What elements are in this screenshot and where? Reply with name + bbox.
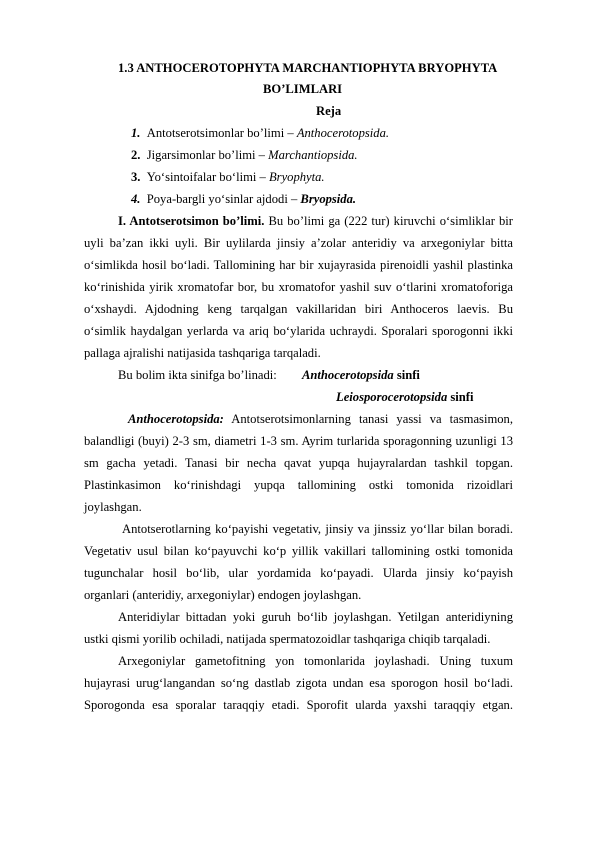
class-1-suffix: sinfi xyxy=(393,368,420,382)
anthoceros-text: Antotserotsimonlarning tanasi yassi va tasmasimon, xyxy=(223,412,513,426)
plan-item xyxy=(131,191,356,207)
section1-line xyxy=(118,213,513,229)
archegonia-line: hujayrasi urug‘langandan so‘ng dastlab zigota undan esa sporogon hosil bo‘ladi. xyxy=(84,676,513,690)
anthoceros-term: Anthocerotopsida: xyxy=(128,412,224,426)
plan-item-number: 3. xyxy=(131,170,141,184)
anthoceros-line: Plastinkasimon ko‘rinishdagi yupqa tallomining ostki tomonida rizoidlari xyxy=(84,478,513,492)
anthoceros-line: balandligi (buyi) 2-3 sm, diametri 1-3 sm. Ayrim turlarida sporagonning uzunligi 13 xyxy=(84,434,513,448)
archegonia-line: Arxegoniylar gametofitning yon tomonlarida joylashadi. Uning tuxum xyxy=(118,654,513,668)
section1-text: Bu bo’limi ga (222 tur) kiruvchi o‘simliklar bir xyxy=(264,214,514,228)
section1-line: o‘xshaydi. Ajdodning keng tarqalgan vakillaridan biri Anthoceros laevis. Bu xyxy=(84,302,513,316)
plan-item-text: Poya-bargli yo‘sinlar ajdodi – xyxy=(146,192,301,206)
chapter-title-line-1: 1.3 ANTHOCEROTOPHYTA MARCHANTIOPHYTA BRYOPHYTA xyxy=(118,61,498,75)
reproduction-line: Antotserotlarning ko‘payishi vegetativ, jinsiy va jinssiz yo‘llar bilan boradi. xyxy=(122,522,513,536)
class-2-name: Leiosporocerotopsida xyxy=(336,390,448,404)
plan-item-latin: Bryophyta. xyxy=(268,170,325,184)
plan-item-latin: Anthocerotopsida. xyxy=(296,126,390,140)
section1-line: o‘simlikda hosil bo‘ladi. Tallomining har bir xujayrasida pirenoidli yashil plastinka xyxy=(84,258,513,272)
classes-intro-line xyxy=(118,367,277,383)
anteridia-line: Anteridiylar bittadan yoki guruh bo‘lib joylashgan. Yetilgan anteridiyning xyxy=(118,610,513,624)
plan-item xyxy=(131,125,389,141)
anthoceros-line: joylashgan. xyxy=(84,500,142,514)
plan-item-number: 1. xyxy=(131,126,141,140)
section1-line: ko‘rinishida yirik xromatofar bor, bu xromatofor yashil suv o‘tlarini xromatoforiga xyxy=(84,280,513,294)
class-2 xyxy=(336,389,474,405)
plan-item-number: 4. xyxy=(131,192,141,206)
anthoceros-line: sm gacha yetadi. Tanasi bir necha qavat yupqa hujayralardan tashkil topgan. xyxy=(84,456,513,470)
archegonia-line: Sporogonda esa sporalar taraqqiy etadi. Sporofit ularda yaxshi taraqqiy etgan. xyxy=(84,698,513,712)
plan-item-latin: Bryopsida. xyxy=(300,192,357,206)
plan-item-text: Yo‘sintoifalar bo‘limi – xyxy=(146,170,269,184)
chapter-title-line-2: BO’LIMLARI xyxy=(263,82,343,96)
anteridia-line: ustki qismi yorilib ochiladi, natijada spermatozoidlar tashqariga chiqib tarqaladi. xyxy=(84,632,491,646)
section1-line: uyli ba’zan ikki uyli. Bir uylilarda jinsiy a’zolar anteridiy va arxegoniylar bitta xyxy=(84,236,513,250)
plan-heading: Reja xyxy=(316,104,342,118)
plan-item-number: 2. xyxy=(131,148,141,162)
class-1 xyxy=(302,367,420,383)
plan-item xyxy=(131,169,325,185)
reproduction-line: organlari (anteridiy, arxegoniylar) endogen joylashgan. xyxy=(84,588,362,602)
plan-item-text: Jigarsimonlar bo’limi – xyxy=(146,148,269,162)
class-2-suffix: sinfi xyxy=(447,390,474,404)
anthoceros-line xyxy=(128,411,513,427)
reproduction-line: Vegetativ usul bilan ko‘payuvchi ko‘p yillik vakillari tallomining ostki tomonida xyxy=(84,544,513,558)
class-1-name: Anthocerotopsida xyxy=(302,368,394,382)
plan-item xyxy=(131,147,358,163)
section1-line: pallaga ajralishi natijasida tashqariga tarqaladi. xyxy=(84,346,321,360)
section1-line: o‘simlik haydalgan yerlarda va ariq bo‘ylarida uchraydi. Sporalari sporogonni ikki xyxy=(84,324,513,338)
plan-item-latin: Marchantiopsida. xyxy=(268,148,358,162)
reproduction-line: tugunchalar hosil bo‘lib, ular yordamida ko‘payadi. Ularda jinsiy ko‘payish xyxy=(84,566,513,580)
classes-intro: Bu bolim ikta sinifga bo’linadi: xyxy=(118,368,277,382)
section1-heading: I. Antotserotsimon bo’limi. xyxy=(118,214,265,228)
plan-item-text: Antotserotsimonlar bo’limi – xyxy=(146,126,297,140)
